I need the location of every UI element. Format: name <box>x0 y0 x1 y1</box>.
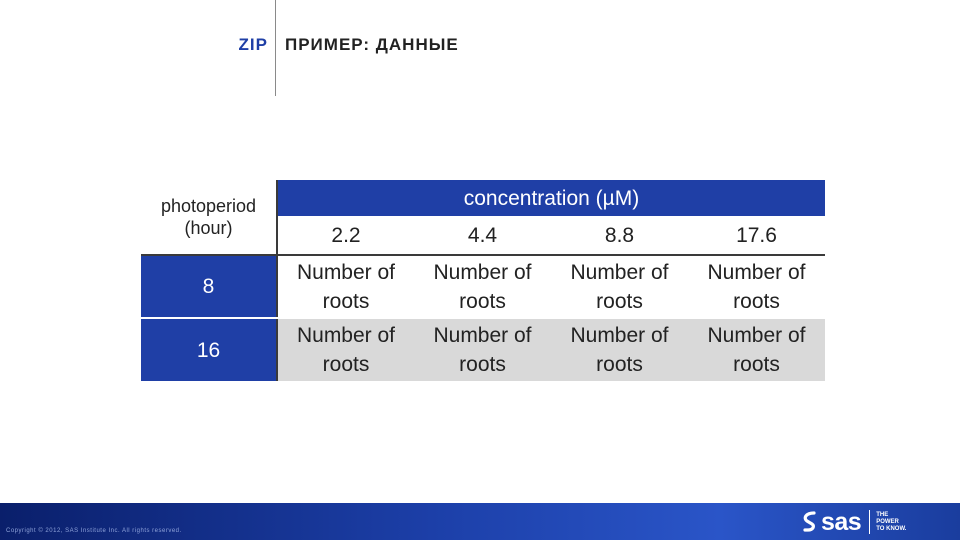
concentration-header: concentration (µM) <box>278 180 825 216</box>
table-cell: Number of roots <box>551 319 688 381</box>
table-cell: Number of roots <box>688 319 825 381</box>
slide-title: ПРИМЕР: ДАННЫЕ <box>285 35 459 54</box>
row-separator <box>141 317 825 319</box>
sas-swoosh-icon <box>800 511 820 533</box>
sas-logo <box>800 509 906 535</box>
tagline-line: POWER <box>876 518 899 525</box>
photoperiod-cell: 8 <box>141 256 276 317</box>
logo-tagline <box>876 512 906 533</box>
copyright-text: Copyright © 2012, SAS Institute Inc. All rights reserved. <box>6 528 182 534</box>
table-cell: Number of roots <box>278 256 414 317</box>
logo-text: sas <box>821 507 862 536</box>
row-header-label: photoperiod (hour) <box>141 180 276 254</box>
concentration-value: 17.6 <box>688 216 825 254</box>
row-separator <box>141 254 825 256</box>
table-cell: Number of roots <box>414 319 551 381</box>
column-separator <box>276 180 278 381</box>
table-cell: Number of roots <box>688 256 825 317</box>
slide-header <box>0 0 960 100</box>
logo-divider <box>869 510 870 534</box>
tagline-line: THE <box>876 511 889 518</box>
concentration-value: 8.8 <box>551 216 688 254</box>
concentration-value: 2.2 <box>278 216 414 254</box>
concentration-value: 4.4 <box>414 216 551 254</box>
table-cell: Number of roots <box>278 319 414 381</box>
header-divider <box>275 0 276 96</box>
footer-bar <box>0 503 960 540</box>
header-tag: ZIP <box>238 35 268 54</box>
table-cell: Number of roots <box>414 256 551 317</box>
photoperiod-cell: 16 <box>141 319 276 381</box>
tagline-line: TO KNOW. <box>876 525 907 532</box>
table-cell: Number of roots <box>551 256 688 317</box>
